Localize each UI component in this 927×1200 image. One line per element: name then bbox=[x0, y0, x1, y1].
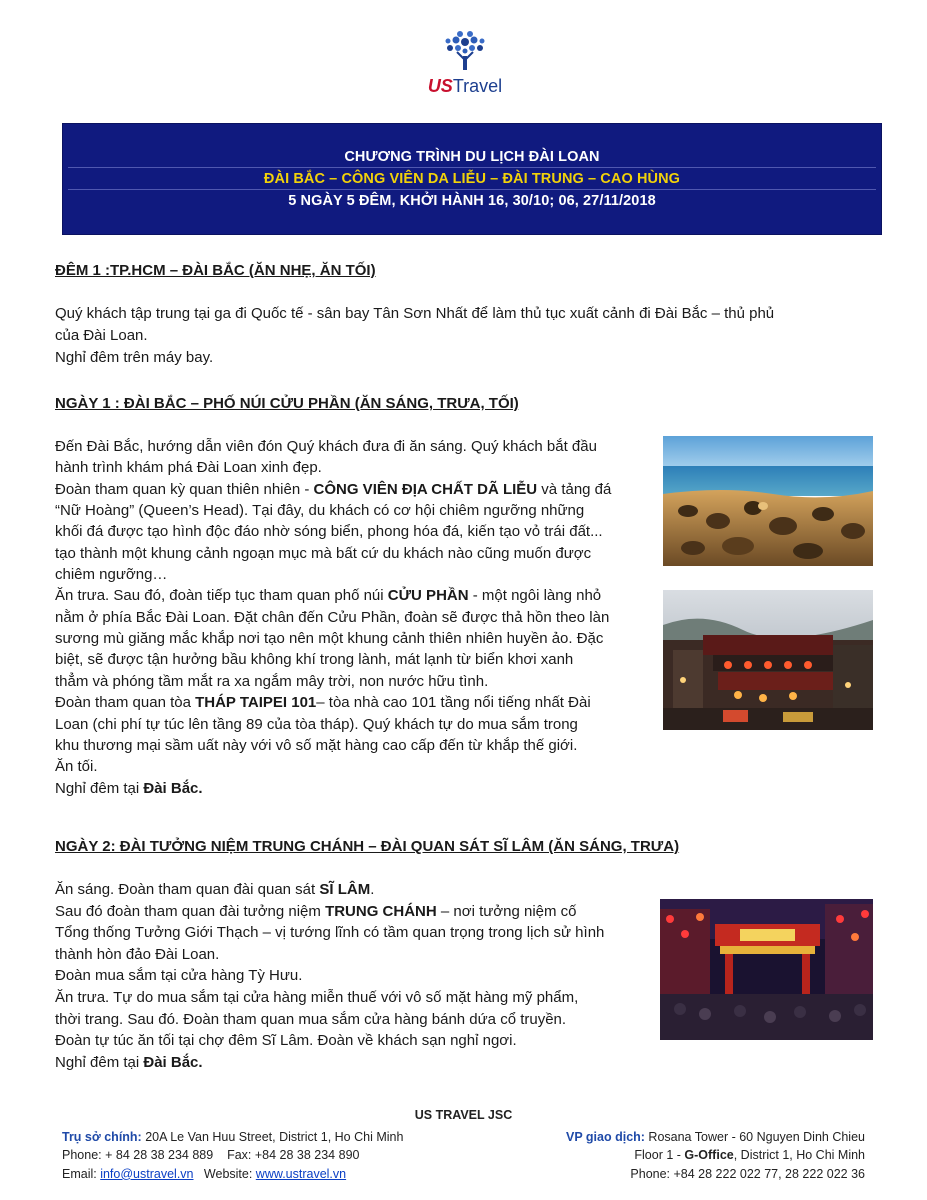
day1-text: Đến Đài Bắc, hướng dẫn viên đón Quý khách đưa đi ăn sáng. Quý khách bắt đầu bbox=[55, 438, 597, 455]
day2-text: Tổng thống Tưởng Giới Thạch – vị tướng lĩnh có tầm quan trọng trong lịch sử hình bbox=[55, 924, 605, 941]
day1-text: Đoàn tham quan tòa THÁP TAIPEI 101– tòa nhà cao 101 tầng nổi tiếng nhất Đài bbox=[55, 694, 591, 711]
day2-text: Ăn trưa. Tự do mua sắm tại cửa hàng miễn thuế với vô số mặt hàng mỹ phẩm, bbox=[55, 989, 579, 1006]
footer-transaction-office: VP giao dịch: Rosana Tower - 60 Nguyen Dinh Chieu Floor 1 - G-Office, District 1, Ho Chi Minh Phone: +84 28 222 022 77, 28 222 022 36 bbox=[566, 1130, 865, 1181]
day2-text: Nghỉ đêm tại Đài Bắc. bbox=[55, 1054, 203, 1071]
day1-heading: NGÀY 1 : ĐÀI BẮC – PHỐ NÚI CỬU PHẦN (ĂN SÁNG, TRƯA, TỐI) bbox=[55, 395, 519, 412]
tree-icon bbox=[440, 30, 490, 74]
yehliu-geopark-photo bbox=[663, 436, 873, 566]
logo-wordmark: USTravel bbox=[427, 76, 503, 96]
footer-head-office: Trụ sở chính: 20A Le Van Huu Street, District 1, Ho Chi Minh Phone: + 84 28 38 234 889 Fax: +84 28 38 234 890 Email: info@ustravel.vn Website: www.ustravel.vn bbox=[62, 1130, 404, 1181]
website-link[interactable]: www.ustravel.vn bbox=[255, 1166, 347, 1181]
night1-text: Nghỉ đêm trên máy bay. bbox=[55, 349, 214, 366]
night1-heading: ĐÊM 1 :TP.HCM – ĐÀI BẮC (ĂN NHẸ, ĂN TỐI) bbox=[55, 262, 376, 279]
day2-text: Đoàn tự túc ăn tối tại chợ đêm Sĩ Lâm. Đoàn về khách sạn nghỉ ngơi. bbox=[55, 1032, 517, 1049]
day1-text: biệt, sẽ được tận hưởng bầu không khí trong lành, mát lạnh từ biển khơi xanh bbox=[55, 651, 574, 668]
day1-text: khu thương mại sầm uất này với vô số mặt hàng cao cấp đến từ khắp thế giới. bbox=[55, 737, 578, 754]
day1-text: thẳm và phóng tầm mắt ra xa ngắm mây trời, non nước hữu tình. bbox=[55, 673, 489, 690]
day1-text: chiêm ngưỡng… bbox=[55, 566, 168, 583]
day1-text: tạo thành một khung cảnh ngoạn mục mà bất cứ du khách nào cũng muốn được bbox=[55, 545, 592, 562]
day1-text: Nghỉ đêm tại Đài Bắc. bbox=[55, 780, 203, 797]
day1-text: “Nữ Hoàng” (Queen’s Head). Tại đây, du khách có cơ hội chiêm ngưỡng những bbox=[55, 502, 585, 519]
jiufen-village-photo bbox=[663, 590, 873, 730]
day1-text: khối đá được tạo hình độc đáo nhờ sóng biển, phong hóa đá, kiến tạo vỏ trái đất... bbox=[55, 523, 603, 540]
day2-text: thành hòn đảo Đài Loan. bbox=[55, 946, 220, 963]
day1-text: sương mù giăng mắc khắp nơi tạo nên một khung cảnh thiên nhiên huyền ảo. Đặc bbox=[55, 630, 604, 647]
day1-text: Ăn trưa. Sau đó, đoàn tiếp tục tham quan phố núi CỬU PHẦN - một ngôi làng nhỏ bbox=[55, 587, 602, 604]
day2-text: Đoàn mua sắm tại cửa hàng Tỳ Hưu. bbox=[55, 967, 303, 984]
footer-company-name: US TRAVEL JSC bbox=[414, 1108, 513, 1122]
banner-dates: 5 NGÀY 5 ĐÊM, KHỞI HÀNH 16, 30/10; 06, 27/11/2018 bbox=[288, 193, 656, 209]
day1-text: Ăn tối. bbox=[55, 758, 98, 775]
night1-text: Quý khách tập trung tại ga đi Quốc tế - sân bay Tân Sơn Nhất để làm thủ tục xuất cảnh đi Đài Bắc – thủ phủ bbox=[55, 305, 775, 322]
day1-text: hành trình khám phá Đài Loan xinh đẹp. bbox=[55, 459, 322, 476]
day1-text: nằm ở phía Bắc Đài Loan. Đặt chân đến Cửu Phần, đoàn sẽ được thả hồn theo làn bbox=[55, 609, 610, 626]
night1-text: của Đài Loan. bbox=[55, 327, 148, 344]
us-travel-logo bbox=[410, 30, 520, 100]
day1-text: Đoàn tham quan kỳ quan thiên nhiên - CÔNG VIÊN ĐỊA CHẤT DÃ LIỄU và tảng đá bbox=[55, 481, 612, 498]
day2-text: thời trang. Sau đó. Đoàn tham quan mua sắm cửa hàng bánh dứa cổ truyền. bbox=[55, 1011, 567, 1028]
day2-heading: NGÀY 2: ĐÀI TƯỞNG NIỆM TRUNG CHÁNH – ĐÀI QUAN SÁT SĨ LÂM (ĂN SÁNG, TRƯA) bbox=[55, 838, 680, 855]
banner-title: CHƯƠNG TRÌNH DU LỊCH ĐÀI LOAN bbox=[344, 149, 600, 165]
shilin-night-market-photo bbox=[660, 899, 873, 1040]
day1-text: Loan (chi phí tự túc lên tầng 89 của tòa tháp). Quý khách tự do mua sắm trong bbox=[55, 716, 578, 733]
day2-text: Ăn sáng. Đoàn tham quan đài quan sát SĨ LÂM. bbox=[55, 881, 375, 898]
program-title-banner bbox=[62, 123, 882, 235]
email-link[interactable]: info@ustravel.vn bbox=[100, 1166, 194, 1181]
day2-text: Sau đó đoàn tham quan đài tưởng niệm TRUNG CHÁNH – nơi tưởng niệm cố bbox=[55, 903, 577, 920]
banner-route: ĐÀI BẮC – CÔNG VIÊN DA LIỄU – ĐÀI TRUNG – CAO HÙNG bbox=[263, 171, 681, 187]
